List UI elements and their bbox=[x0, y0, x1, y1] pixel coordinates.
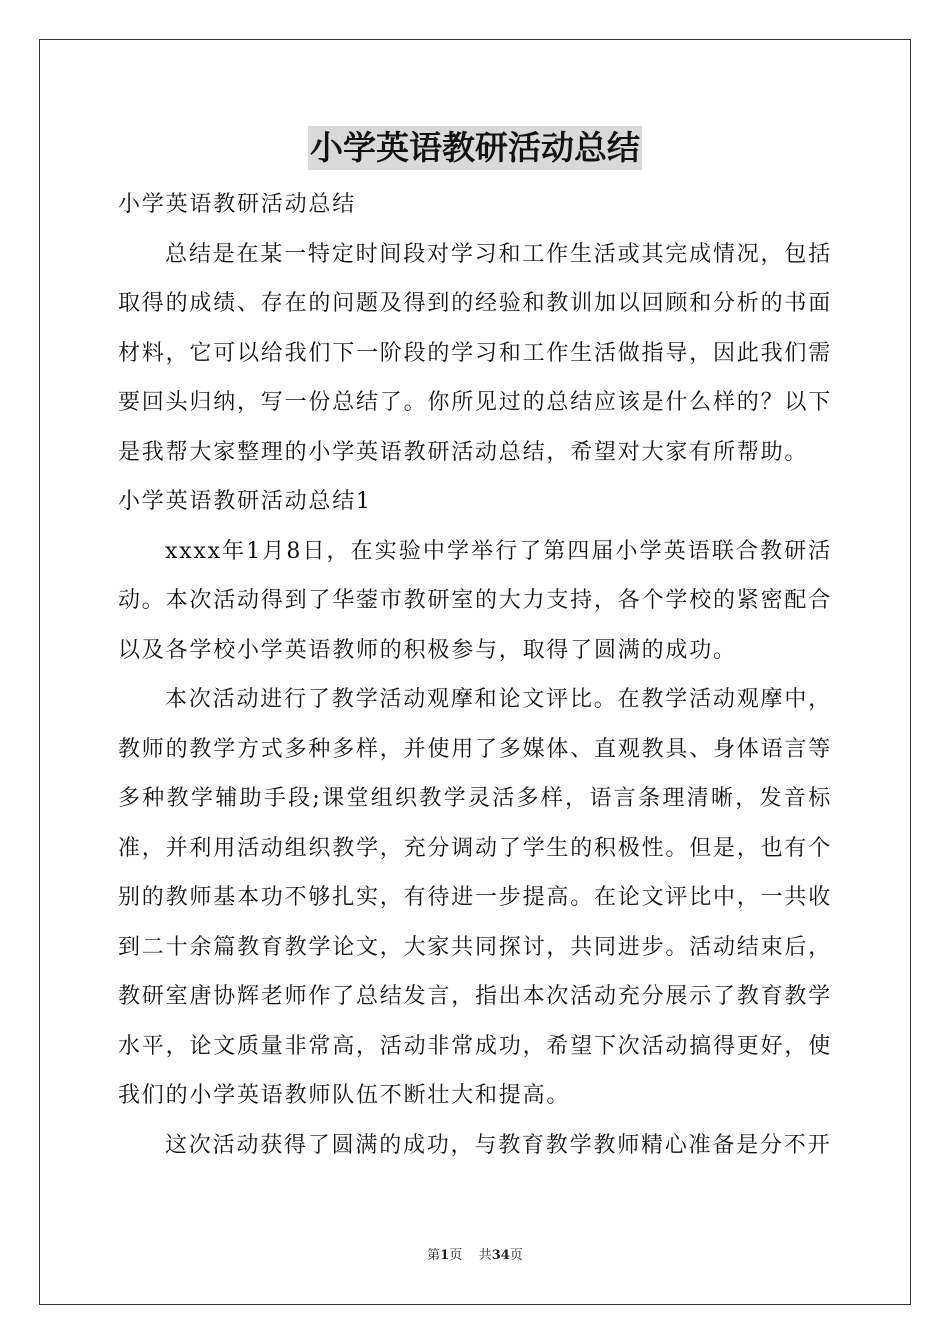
page-title: 小学英语教研活动总结 bbox=[308, 126, 642, 170]
total-prefix: 共 bbox=[478, 1248, 492, 1263]
page-current: 1 bbox=[440, 1248, 450, 1263]
intro-paragraph: 总结是在某一特定时间段对学习和工作生活或其完成情况，包括取得的成绩、存在的问题及得到的经验和教训加以回顾和分析的书面材料，它可以给我们下一阶段的学习和工作生活做指导，因此我们需要回头归纳，写一份总结了。你所见过的总结应该是什么样的？以下是我帮大家整理的小学英语教研活动总结，希望对大家有所帮助。 bbox=[118, 241, 833, 465]
section-heading: 小学英语教研活动总结1 bbox=[118, 489, 372, 514]
page-footer bbox=[0, 1244, 950, 1263]
body-paragraph-2: 本次活动进行了教学活动观摩和论文评比。在教学活动观摩中，教师的教学方式多种多样，并使用了多媒体、直观教具、身体语言等多种教学辅助手段;课堂组织教学灵活多样，语言条理清晰，发音标准，并利用活动组织教学，充分调动了学生的积极性。但是，也有个别的教师基本功不够扎实，有待进一步提高。在论文评比中，一共收到二十余篇教育教学论文，大家共同探讨，共同进步。活动结束后，教研室唐协辉老师作了总结发言，指出本次活动充分展示了教育教学水平，论文质量非常高，活动非常成功，希望下次活动搞得更好，使我们的小学英语教师队伍不断壮大和提高。 bbox=[118, 687, 833, 1108]
body-paragraph-1: xxxx年1月8日，在实验中学举行了第四届小学英语联合教研活动。本次活动得到了华蓥市教研室的大力支持，各个学校的紧密配合以及各学校小学英语教师的积极参与，取得了圆满的成功。 bbox=[118, 538, 833, 663]
page-prefix: 第 bbox=[427, 1248, 441, 1263]
total-unit: 页 bbox=[509, 1248, 523, 1263]
page-unit: 页 bbox=[449, 1248, 463, 1263]
body-paragraph-3: 这次活动获得了圆满的成功，与教育教学教师精心准备是分不开 bbox=[165, 1132, 832, 1158]
subtitle: 小学英语教研活动总结 bbox=[118, 192, 357, 217]
document-body bbox=[118, 180, 832, 1170]
page-total: 34 bbox=[491, 1248, 510, 1263]
title-wrap bbox=[0, 126, 950, 170]
